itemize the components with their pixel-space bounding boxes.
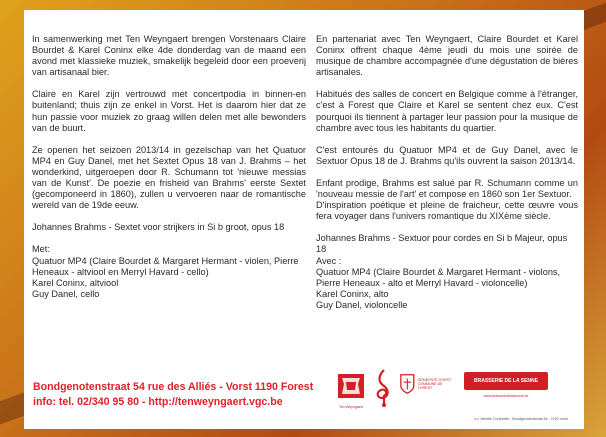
nl-intro-paragraph: In samenwerking met Ten Weyngaert brengen Vorstenaars Claire Bourdet & Karel Coninx elke 4de donderdag van de maand een avond met klassieke muziek, smakelijk begeleid door een proeverij van artisanaal bier.	[32, 34, 306, 78]
fr-performers-paragraph: Johannes Brahms - Sextuor pour cordes en Si b Majeur, opus 18 Avec : Quatuor MP4 (Claire Bourdet & Margaret Hermant - violons, Pierre Heneaux - alto et Merryl Havard - violoncelle) Karel Coninx, alto Guy Danel, violoncelle	[316, 233, 568, 310]
footer-address	[33, 380, 313, 410]
french-column	[316, 34, 578, 311]
flyer-panel	[24, 10, 584, 429]
fr-brahms-paragraph: Enfant prodige, Brahms est salué par R. Schumann comme un 'nouveau messie de l'art' et compose en 1860 son 1er Sextuor. D'inspiration poétique et pleine de fraicheur, cette œuvre vous fera voyager dans l'univers romantique du XIXème siècle.	[316, 177, 578, 222]
brasserie-name: BRASSERIE DE LA SENNE	[474, 378, 538, 384]
nl-performers-paragraph: Met: Quatuor MP4 (Claire Bourdet & Margaret Hermant - violen, Pierre Heneaux - altviool en Merryl Havard - cello) Karel Coninx, altviool Guy Danel, cello	[32, 244, 299, 299]
info-line[interactable]: info: tel. 02/340 95 80 - http://tenweyngaert.vgc.be	[33, 396, 283, 408]
address-line: Bondgenotenstraat 54 rue des Alliés - Vorst 1190 Forest	[33, 381, 314, 393]
gemeente-vorst-logo	[399, 372, 455, 396]
nl-program-paragraph: Johannes Brahms - Sextet voor strijkers in Si b groot, opus 18	[32, 222, 285, 233]
treble-clef-icon	[372, 368, 394, 408]
ten-weyngaert-logo-icon	[336, 370, 366, 400]
treble-clef-logo	[372, 368, 394, 413]
brasserie-de-la-senne-logo	[464, 372, 548, 398]
forest-coat-of-arms-icon	[399, 372, 416, 396]
gemeente-vorst-caption: GEMEENTE VORST COMMUNE DE FOREST	[417, 378, 452, 390]
ten-weyngaert-logo	[336, 370, 366, 409]
publisher-credit: v.u. Mireille Cortevelle - Bondgenotenstraat 54 - 1190 Vorst	[474, 417, 568, 421]
brasserie-site[interactable]: www.brasseriedelasenne.be	[483, 394, 529, 398]
dutch-column	[32, 34, 306, 300]
ten-weyngaert-caption: Ten Weyngaert	[338, 405, 364, 409]
nl-season-paragraph: Ze openen het seizoen 2013/14 in gezelschap van het Quatuor MP4 en Guy Danel, met het Sextet Opus 18 van J. Brahms – het wonderkind, uitgeroepen door R. Schumann tot 'nieuwe messias van de Kunst'. De poezie en frisheid van Brahms' eerste Sextet (gecomponeerd in 1860), zullen u vervoeren naar de romantische wereld van de 19de eeuw.	[32, 144, 306, 211]
fr-season-paragraph: C'est entourés du Quatuor MP4 et de Guy Danel, avec le Sextuor Opus 18 de J. Brahms qu'ils ouvrent la saison 2013/14.	[316, 144, 578, 166]
fr-intro-paragraph: En partenariat avec Ten Weyngaert, Claire Bourdet et Karel Coninx offrent chaque 4ème jeudi du mois une soirée de musique de chambre accompagnée d'une dégustation de bières artisanales.	[316, 34, 578, 78]
brasserie-banner	[464, 372, 548, 390]
fr-artists-paragraph: Habitués des salles de concert en Belgique comme à l'étranger, c'est à Forest que Claire et Karel se sentent chez eux. C'est pourquoi ils tiennent à partager leur passion pour la musique de chambre avec tous les habitants du quartier.	[316, 89, 578, 133]
nl-artists-paragraph: Claire en Karel zijn vertrouwd met concertpodia in binnen-en buitenland; thuis zijn ze enkel in Vorst. Het is daarom hier dat ze hun passie voor muziek zo graag willen delen met alle bewonders van de buurt.	[32, 89, 306, 133]
